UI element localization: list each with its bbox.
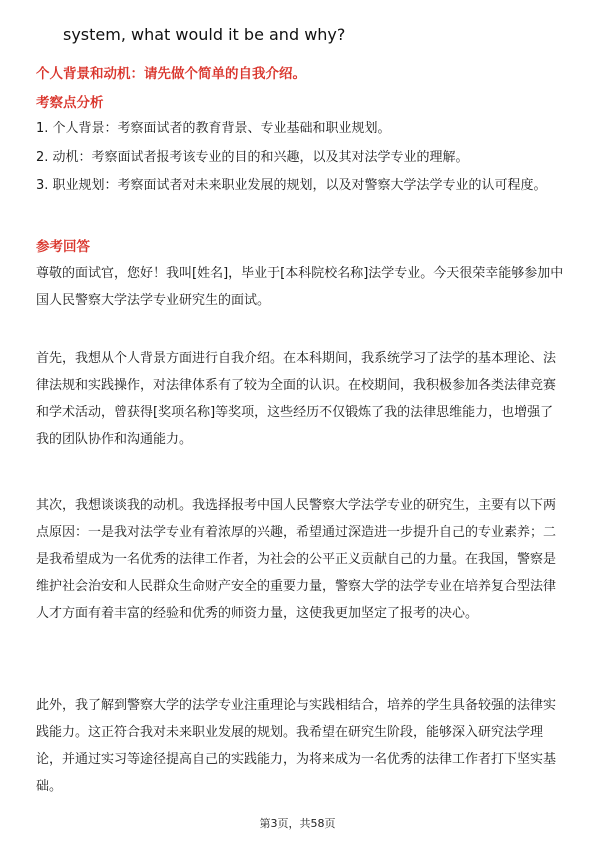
page-number: 第3页，共58页 [259, 817, 336, 830]
analysis-heading: 考察点分析 [36, 95, 104, 111]
answer-paragraph: 其次，我想谈谈我的动机。我选择报考中国人民警察大学法学专业的研究生，主要有以下两点原因：一是我对法学专业有着浓厚的兴趣，希望通过深造进一步提升自己的专业素养；二是我希望成为一名优秀的法律工作者，为社会的公平正义贡献自己的力量。在我国，警察是维护社会治安和人民群众生命财产安全的重要力量，警察大学的法学专业在培养复合型法律人才方面有着丰富的经验和优秀的师资力量，这使我更加坚定了报考的决心。 [36, 498, 557, 621]
analysis-item: 1. 个人背景：考察面试者的教育背景、专业基础和职业规划。 [36, 121, 391, 136]
answer-paragraph: 此外，我了解到警察大学的法学专业注重理论与实践相结合，培养的学生具备较强的法律实践能力。这正符合我对未来职业发展的规划。我希望在研究生阶段，能够深入研究法学理论，并通过实习等途径提高自己的实践能力，为将来成为一名优秀的法律工作者打下坚实基础。 [36, 698, 557, 794]
analysis-item: 3. 职业规划：考察面试者对未来职业发展的规划，以及对警察大学法学专业的认可程度。 [36, 178, 547, 193]
analysis-item: 2. 动机：考察面试者报考该专业的目的和兴趣，以及其对法学专业的理解。 [36, 150, 469, 165]
previous-question-tail: system, what would it be and why? [63, 25, 346, 44]
answer-heading: 参考回答 [36, 239, 90, 255]
answer-paragraph: 尊敬的面试官，您好！我叫[姓名]，毕业于[本科院校名称]法学专业。今天很荣幸能够参加中国人民警察大学法学专业研究生的面试。 [36, 266, 564, 308]
question-heading: 个人背景和动机：请先做个简单的自我介绍。 [36, 66, 306, 82]
answer-paragraph: 首先，我想从个人背景方面进行自我介绍。在本科期间，我系统学习了法学的基本理论、法律法规和实践操作，对法律体系有了较为全面的认识。在校期间，我积极参加各类法律竞赛和学术活动，曾获得[奖项名称]等奖项，这些经历不仅锻炼了我的法律思维能力，也增强了我的团队协作和沟通能力。 [36, 351, 557, 447]
